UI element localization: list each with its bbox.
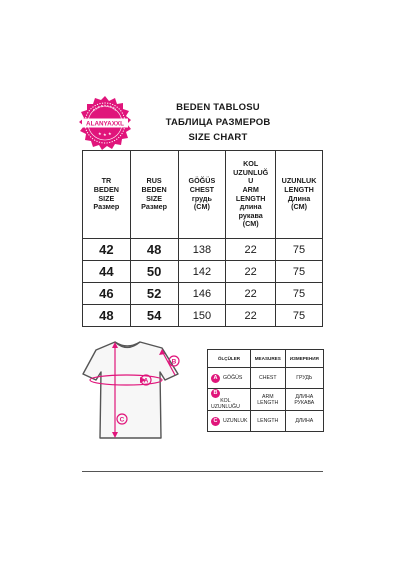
header-line: TR: [101, 176, 112, 186]
header-line: KOL: [243, 159, 259, 169]
cell-rus-size: 54: [130, 305, 178, 327]
measure-ru-cell: [285, 368, 323, 389]
table-row: [83, 239, 323, 261]
table-row: [208, 389, 324, 411]
measure-en-text: LENGTH: [257, 418, 279, 424]
table-row: [83, 305, 323, 327]
measure-letter-badge: B: [211, 389, 220, 398]
brand-logo: [77, 95, 133, 151]
table-row: [208, 411, 324, 432]
header-line: UZUNLUK: [281, 176, 317, 186]
measure-en-cell: [251, 368, 286, 389]
logo-wordmark: ALANYAXXL: [86, 120, 124, 128]
header-line: Размер: [141, 202, 168, 212]
measures-table: [207, 349, 324, 432]
header-line: (CM): [291, 202, 308, 212]
measure-label-cell: [208, 389, 251, 411]
header-line: U: [248, 176, 254, 186]
measure-tr-text: GÖĞÜS: [223, 375, 243, 381]
measure-ru-cell: [285, 389, 323, 411]
cell-arm-length: 22: [226, 305, 276, 327]
tshirt-diagram: [82, 336, 202, 446]
cell-tr-size: 46: [83, 283, 131, 305]
measures-header-ru: ИЗМЕРЕНИЯ: [285, 350, 323, 368]
size-chart-table: [82, 150, 323, 327]
marker-c-label: C: [119, 416, 125, 424]
cell-arm-length: 22: [226, 283, 276, 305]
measure-tr-text: UZUNLUĞU: [211, 404, 240, 410]
header-line: SIZE: [146, 193, 163, 203]
measure-en-text: LENGTH: [257, 399, 279, 406]
header-line: LENGTH: [235, 193, 266, 203]
header-line: BEDEN: [141, 184, 167, 194]
cell-length: 75: [276, 305, 323, 327]
cell-tr-size: 42: [83, 239, 131, 261]
header-line: Размер: [93, 202, 120, 212]
header-line: GÖĞÜS: [188, 176, 216, 186]
cell-chest: 150: [178, 305, 226, 327]
measures-header-row: [208, 350, 324, 368]
measure-tr-text: KOL: [220, 398, 231, 404]
tshirt-outline: [83, 342, 178, 438]
cell-chest: 146: [178, 283, 226, 305]
header-line: длина: [239, 202, 262, 212]
measure-ru-text: РУКАВА: [294, 399, 315, 406]
size-table-header-row: [83, 151, 323, 239]
svg-text:★: ★: [108, 131, 112, 136]
measure-en-cell: [251, 411, 286, 432]
measure-ru-text: ГРУДЬ: [296, 375, 313, 381]
measure-label-cell: [208, 368, 251, 389]
svg-text:★: ★: [103, 132, 107, 137]
header-line: SIZE: [98, 193, 115, 203]
header-line: ARM: [242, 184, 259, 194]
header-line: BEDEN: [93, 184, 119, 194]
header-tr-size: [83, 151, 131, 239]
cell-arm-length: 22: [226, 261, 276, 283]
measure-label-cell: [208, 411, 251, 432]
header-line: UZUNLUĞ: [233, 167, 269, 177]
cell-tr-size: 48: [83, 305, 131, 327]
logo-ring-text: ALANYAXXL: [91, 103, 119, 113]
table-row: [208, 368, 324, 389]
cell-length: 75: [276, 239, 323, 261]
marker-a-label: A: [143, 377, 149, 385]
header-arm-length: [226, 151, 276, 239]
marker-b-label: B: [171, 358, 177, 366]
measure-ru-cell: [285, 411, 323, 432]
measure-en-text: ARM: [262, 393, 274, 400]
measure-en-cell: [251, 389, 286, 411]
bottom-divider: [82, 471, 323, 472]
measure-en-text: CHEST: [258, 375, 277, 381]
cell-rus-size: 48: [130, 239, 178, 261]
title-tr: BEDEN TABLOSU: [176, 102, 260, 113]
svg-text:★: ★: [98, 131, 102, 136]
cell-rus-size: 50: [130, 261, 178, 283]
cell-tr-size: 44: [83, 261, 131, 283]
title-en: SIZE CHART: [188, 132, 248, 143]
measures-header-en: MEASURES: [251, 350, 286, 368]
measures-header-tr: ÖLÇÜLER: [208, 350, 251, 368]
header-rus-size: [130, 151, 178, 239]
title-block: [150, 100, 286, 145]
header-line: грудь: [191, 193, 212, 203]
title-ru: ТАБЛИЦА РАЗМЕРОВ: [165, 117, 271, 128]
header-line: рукава: [238, 210, 263, 220]
measure-ru-text: ДЛИНА: [295, 393, 314, 400]
measure-letter-badge: C: [211, 417, 220, 426]
measure-tr-text: UZUNLUK: [223, 418, 248, 424]
header-line: Длина: [287, 193, 311, 203]
cell-length: 75: [276, 283, 323, 305]
header-length: [276, 151, 323, 239]
measure-letter-badge: A: [211, 374, 220, 383]
header-line: (CM): [242, 219, 259, 229]
cell-length: 75: [276, 261, 323, 283]
cell-chest: 142: [178, 261, 226, 283]
header-line: LENGTH: [284, 184, 314, 194]
header-line: CHEST: [189, 184, 215, 194]
header-chest: [178, 151, 226, 239]
table-row: [83, 283, 323, 305]
header-line: RUS: [146, 176, 162, 186]
table-row: [83, 261, 323, 283]
measure-ru-text: ДЛИНА: [295, 418, 314, 424]
cell-rus-size: 52: [130, 283, 178, 305]
cell-chest: 138: [178, 239, 226, 261]
header-line: (CM): [193, 202, 210, 212]
cell-arm-length: 22: [226, 239, 276, 261]
